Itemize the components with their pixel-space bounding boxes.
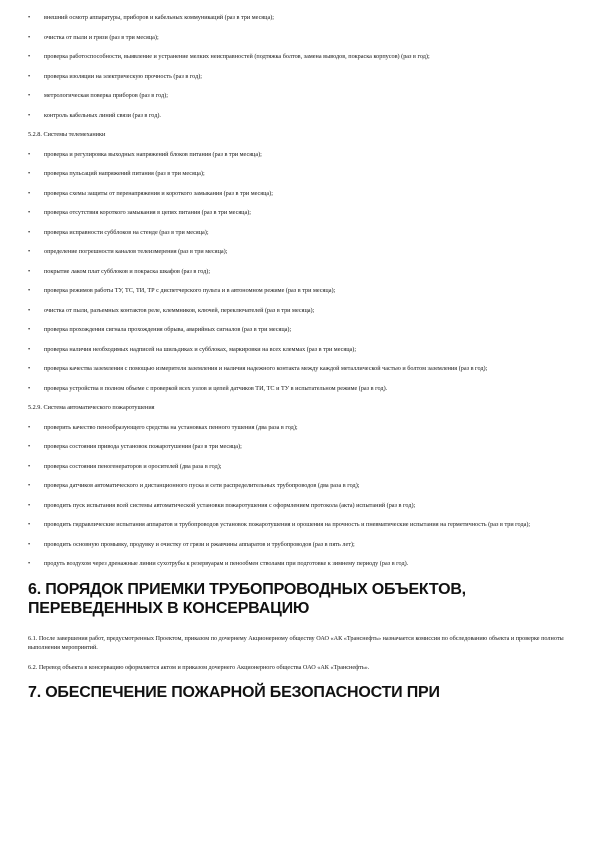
list-item [28, 92, 567, 100]
paragraph-6-2: 6.2. Перевод объекта в консервацию оформляется актом и приказом дочернего Акционерного общества ОАО «АК «Транснефть». [28, 664, 370, 671]
list-item [28, 443, 567, 451]
list-item [28, 170, 567, 178]
bullet-marker: • [28, 345, 31, 353]
bullet-marker: • [28, 170, 31, 177]
list-item-text: проверка прохождения сигнала прохождения обрыва, аварийных сигналов (раз в три месяца); [44, 326, 292, 333]
bullet-marker: • [28, 33, 31, 41]
list-item-text: проверка изоляции на электрическую прочность (раз в год); [44, 72, 203, 80]
list-item [28, 307, 567, 315]
list-item-text: проверка датчиков автоматического и дистанционного пуска и сети распределительных трубопроводов (два раза в год); [44, 482, 360, 489]
telemechanics-list [28, 151, 567, 393]
list-item [28, 326, 567, 334]
list-item [28, 482, 567, 490]
list-item-text: проверка качества заземления с помощью измерителя заземления и наличия надежного контакта между каждой металлической частью и болтом заземления (раз в год); [44, 365, 488, 372]
bullet-marker: • [28, 92, 31, 99]
list-item-text: проверка отсутствия короткого замыкания в цепях питания (раз в три месяца); [44, 209, 252, 216]
bullet-marker: • [28, 482, 31, 489]
bullet-marker: • [28, 111, 31, 119]
list-item [28, 229, 567, 237]
list-item [28, 287, 567, 295]
list-item [28, 560, 567, 568]
list-item-text: проверка состояния пеногенераторов и оросителей (два раза в год); [44, 462, 222, 470]
list-item [28, 385, 567, 393]
list-item-text: продуть воздухом через дренажные линии сухотрубы к резервуарам и пенообмен стволами при подготовке к зимнему периоду (раз в год). [44, 560, 409, 567]
list-item [28, 502, 567, 510]
list-item-text: проверка схемы защиты от перенапряжения и короткого замыкания (раз в три месяца); [44, 189, 273, 197]
list-item-text: покрытие лаком плат субблоков и покраска шкафов (раз в год); [44, 267, 211, 275]
bullet-marker: • [28, 365, 31, 372]
list-item [28, 463, 567, 471]
list-item [28, 53, 567, 61]
list-item-text: внешний осмотр аппаратуры, приборов и кабельных коммуникаций (раз в три месяца); [44, 14, 274, 21]
list-item [28, 248, 567, 256]
list-item-text: проверка режимов работы ТУ, ТС, ТИ, ТР с диспетчерского пульта и в автономном режиме (раз в три месяца); [44, 287, 336, 294]
paragraph-6-1: 6.1. После завершения работ, предусмотренных Проектом, приказом по дочернему Акционерному обществу ОАО «АК «Транснефть» назначается комиссия по обследованию объекта и проверке полноты выполнения мероприятий. [28, 635, 564, 651]
fire-suppression-list [28, 424, 567, 569]
list-item [28, 73, 567, 81]
bullet-marker: • [28, 53, 31, 60]
bullet-marker: • [28, 306, 31, 314]
list-item [28, 190, 567, 198]
list-item [28, 34, 567, 42]
list-item-text: проводить гидравлические испытания аппаратов и трубопроводов установок пожаротушения и орошения на прочность и пневматические испытания на герметичность (раз в три года); [44, 521, 531, 528]
list-item [28, 346, 567, 354]
list-item-text: контроль кабельных линий связи (раз в год). [44, 111, 161, 119]
list-item [28, 521, 567, 529]
list-item-text: проверка пульсаций напряжений питания (раз в три месяца); [44, 170, 205, 177]
list-item [28, 541, 567, 549]
bullet-marker: • [28, 326, 31, 333]
list-item-text: проверка и регулировка выходных напряжений блоков питания (раз в три месяца); [44, 150, 262, 158]
bullet-marker: • [28, 228, 31, 236]
list-item-text: проверка исправности субблоков на стенде (раз в три месяца); [44, 228, 209, 236]
list-item-text: проверить качество пенообразующего средства на установках пенного тушения (два раза в год); [44, 423, 298, 431]
list-item-text: очистка от пыли и грязи (раз в три месяца); [44, 33, 159, 41]
bullet-marker: • [28, 443, 31, 450]
list-item-text: проверка состояния привода установок пожаротушения (раз в три месяца); [44, 443, 242, 450]
section-5-2-9-heading: 5.2.9. Система автоматического пожаротушения [28, 404, 155, 411]
bullet-marker: • [28, 540, 31, 548]
bullet-marker: • [28, 267, 31, 275]
list-item-text: проверка наличия необходимых надписей на шильдиках и субблоках, маркировки на всех клеммах (раз в три месяца); [44, 345, 357, 353]
bullet-marker: • [28, 560, 31, 567]
bullet-marker: • [28, 14, 31, 21]
maintenance-list-a [28, 14, 567, 120]
section-7-heading: 7. ОБЕСПЕЧЕНИЕ ПОЖАРНОЙ БЕЗОПАСНОСТИ ПРИ [28, 684, 440, 701]
bullet-marker: • [28, 384, 31, 392]
bullet-marker: • [28, 209, 31, 216]
list-item-text: метрологическая поверка приборов (раз в год); [44, 92, 168, 99]
list-item [28, 268, 567, 276]
list-item-text: проверка работоспособности, выявление и устранение мелких неисправностей (подтяжка болтов, замена выводов, покраска корпусов) (раз в год); [44, 53, 430, 60]
list-item-text: проверка устройства в полном объеме с проверкой всех узлов и цепей датчиков ТИ, ТС и ТУ в испытательном режиме (раз в год). [44, 384, 388, 392]
list-item-text: определение погрешности каналов телеизмерения (раз в три месяца); [44, 248, 228, 255]
bullet-marker: • [28, 501, 31, 509]
bullet-marker: • [28, 189, 31, 197]
bullet-marker: • [28, 423, 31, 431]
list-item [28, 112, 567, 120]
list-item-text: проводить основную промывку, продувку и очистку от грязи и ржавчины аппаратов и трубопроводов (раз в пять лет); [44, 540, 355, 548]
section-6-heading: 6. ПОРЯДОК ПРИЕМКИ ТРУБОПРОВОДНЫХ ОБЪЕКТОВ, ПЕРЕВЕДЕННЫХ В КОНСЕРВАЦИЮ [28, 581, 466, 617]
list-item-text: очистка от пыли, разъемных контактов реле, клеммников, ключей, переключателей (раз в три месяца); [44, 306, 315, 314]
list-item-text: проводить пуск испытания всей системы автоматической установки пожаротушения с оформлением протокола (акта) испытаний (раз в год); [44, 501, 416, 509]
list-item [28, 424, 567, 432]
bullet-marker: • [28, 248, 31, 255]
list-item [28, 365, 567, 373]
list-item [28, 209, 567, 217]
list-item [28, 151, 567, 159]
section-5-2-8-heading: 5.2.8. Системы телемеханики [28, 131, 106, 138]
bullet-marker: • [28, 72, 31, 80]
bullet-marker: • [28, 287, 31, 294]
list-item [28, 14, 567, 22]
bullet-marker: • [28, 521, 31, 528]
bullet-marker: • [28, 462, 31, 470]
page-content [28, 14, 567, 718]
bullet-marker: • [28, 150, 31, 158]
